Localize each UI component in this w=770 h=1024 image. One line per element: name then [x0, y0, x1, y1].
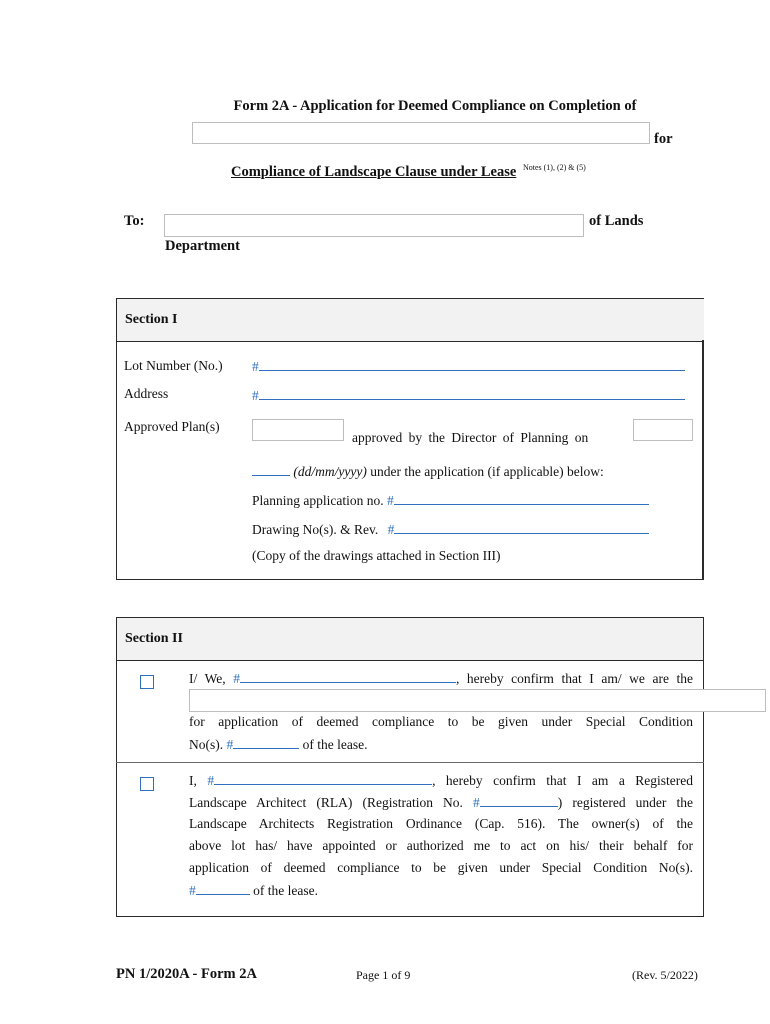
- footer-revision: (Rev. 5/2022): [632, 968, 698, 982]
- subtitle: [231, 163, 586, 181]
- subtitle-text: Compliance of Landscape Clause under Lease: [231, 164, 517, 180]
- approved-plans-field[interactable]: [252, 419, 344, 441]
- title-subject-field[interactable]: [192, 122, 650, 144]
- copy-note: (Copy of the drawings attached in Section III): [252, 548, 501, 563]
- item1-line1: I/ We, # , hereby confirm that I am/ we are the: [189, 671, 694, 686]
- footer-page-number: Page 1 of 9: [356, 968, 411, 982]
- footer-form-id: PN 1/2020A - Form 2A: [116, 966, 257, 982]
- item2-regno-label: Landscape Architect (RLA) (Registration No.: [189, 795, 463, 810]
- item1-line4: No(s). # of the lease.: [189, 737, 368, 752]
- to-label: To:: [124, 213, 145, 229]
- address-hash: #: [252, 388, 259, 403]
- owner-name-field[interactable]: [240, 670, 456, 683]
- section-1-right-border: [702, 340, 704, 580]
- address-label: Address: [124, 386, 169, 401]
- form-title: [0, 98, 770, 115]
- rla-registration-field[interactable]: [480, 794, 558, 807]
- item2-of-lease: of the lease.: [253, 883, 318, 898]
- approval-date-field[interactable]: [633, 419, 693, 441]
- item1-confirm: , hereby confirm that I am/ we are the: [455, 671, 694, 686]
- drawing-hash: #: [387, 522, 395, 537]
- for-label: for: [654, 131, 673, 147]
- lot-hash: #: [252, 359, 259, 374]
- rla-checkbox[interactable]: [140, 777, 154, 791]
- item2-line5: application of deemed compliance to be given under Special Condition No(s).: [189, 860, 693, 875]
- date-tail: under the application (if applicable) below:: [370, 464, 604, 479]
- title-line-1: Form 2A - Application for Deemed Compliance on Completion of: [233, 98, 637, 114]
- item2-confirm: , hereby confirm that I am a Registered: [432, 773, 694, 788]
- date-underline[interactable]: [252, 463, 290, 476]
- item2-special-condition-field[interactable]: [196, 882, 250, 895]
- approved-plans-label: Approved Plan(s): [124, 419, 220, 434]
- item2-i: I,: [189, 773, 197, 788]
- item1-nos: No(s).: [189, 737, 224, 752]
- planning-application-field[interactable]: [394, 492, 649, 505]
- notes-reference: Notes (1), (2) & (5): [522, 163, 586, 172]
- drawing-no-line: [252, 521, 649, 538]
- item1-of-lease: of the lease.: [302, 737, 368, 752]
- item1-special-condition-field[interactable]: [233, 736, 299, 749]
- of-lands-label: of Lands: [589, 213, 644, 229]
- section-2-divider: [116, 762, 704, 763]
- department-label: Department: [165, 238, 240, 254]
- drawing-label: Drawing No(s). & Rev.: [252, 522, 379, 537]
- lot-number-field[interactable]: [252, 356, 685, 375]
- drawing-no-field[interactable]: [394, 521, 649, 534]
- rla-name-field[interactable]: [214, 772, 432, 785]
- planning-application-line: [252, 492, 649, 509]
- planning-hash: #: [386, 493, 394, 508]
- item2-line6: # of the lease.: [189, 883, 318, 898]
- approved-by-text: approved by the Director of Planning on: [352, 430, 589, 445]
- item2-line2: Landscape Architect (RLA) (Registration No. # ) registered under the: [189, 795, 693, 810]
- item2-line3: Landscape Architects Registration Ordinance (Cap. 516). The owner(s) of the: [189, 816, 693, 831]
- addressee-field[interactable]: [164, 214, 584, 237]
- date-format-line: [252, 463, 604, 480]
- planning-label: Planning application no.: [252, 493, 384, 508]
- item2-registered: ) registered under the: [557, 795, 693, 810]
- item1-line3: for application of deemed compliance to be given under Special Condition: [189, 714, 693, 729]
- item2-line4: above lot has/ have appointed or authorized me to act on his/ their behalf for: [189, 838, 693, 853]
- owner-capacity-field[interactable]: [189, 689, 766, 712]
- lot-number-label: Lot Number (No.): [124, 358, 223, 373]
- item1-iwe: I/ We,: [189, 671, 226, 686]
- owner-checkbox[interactable]: [140, 675, 154, 689]
- section-2-title: Section II: [117, 618, 703, 661]
- section-1-title: Section I: [117, 299, 704, 342]
- date-format: (dd/mm/yyyy): [293, 464, 367, 479]
- address-field[interactable]: [252, 385, 685, 404]
- item2-line1: I, # , hereby confirm that I am a Registered: [189, 773, 694, 788]
